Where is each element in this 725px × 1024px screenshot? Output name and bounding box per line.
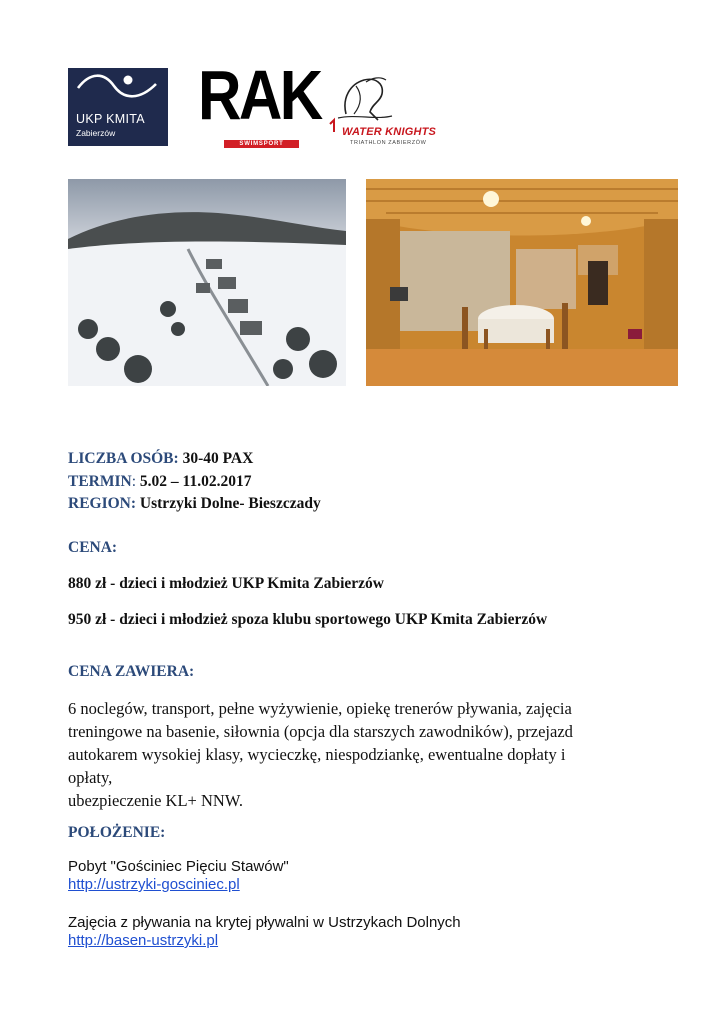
region-label: REGION: <box>68 495 137 512</box>
wooden-room-photo <box>366 179 678 386</box>
includes-title: CENA ZAWIERA: <box>68 663 195 680</box>
price-item: 880 zł - dzieci i młodzież UKP Kmita Zabierzów <box>68 575 384 592</box>
pool-link[interactable]: http://basen-ustrzyki.pl <box>68 932 219 949</box>
location-title: POŁOŻENIE: <box>68 824 166 841</box>
term-separator: : <box>131 473 137 490</box>
region-line <box>68 495 321 513</box>
region-value: Ustrzyki Dolne- Bieszczady <box>139 495 321 512</box>
term-label: TERMIN <box>68 473 132 490</box>
water-knights-logo <box>326 74 444 154</box>
includes-line: autokarem wysokiej klasy, wycieczkę, niespodziankę, ewentualne dopłaty i <box>68 745 566 764</box>
water-knights-subtitle: TRIATHLON ZABIERZÓW <box>350 140 427 146</box>
includes-line: ubezpieczenie KL+ NNW. <box>68 791 243 810</box>
pool-text: Zajęcia z pływania na krytej pływalni w Ustrzykach Dolnych <box>68 914 461 931</box>
people-value: 30-40 PAX <box>182 450 254 467</box>
rak-swimsport-logo <box>198 56 321 150</box>
stay-link[interactable]: http://ustrzyki-gosciniec.pl <box>68 876 240 893</box>
stay-text: Pobyt "Gościniec Pięciu Stawów" <box>68 858 289 875</box>
term-value: 5.02 – 11.02.2017 <box>139 473 252 490</box>
rak-logo-tagline: SWIMSPORT <box>224 140 299 148</box>
rak-logo-word: RAK <box>198 56 321 134</box>
water-knights-name: WATER KNIGHTS <box>342 126 437 138</box>
includes-line: treningowe na basenie, siłownia (opcja dla starszych zawodników), przejazd <box>68 722 573 741</box>
winter-village-photo <box>68 179 346 386</box>
ukp-logo-town: Zabierzów <box>76 128 116 138</box>
includes-line: opłaty, <box>68 768 113 787</box>
includes-line: 6 noclegów, transport, pełne wyżywienie, opiekę trenerów pływania, zajęcia <box>68 699 572 718</box>
people-count-line <box>68 450 253 468</box>
ukp-kmita-logo <box>68 68 168 146</box>
ukp-logo-name: UKP KMITA <box>76 112 145 126</box>
price-item: 950 zł - dzieci i młodzież spoza klubu sportowego UKP Kmita Zabierzów <box>68 611 548 628</box>
people-label: LICZBA OSÓB: <box>68 450 179 467</box>
knight-horse-icon <box>326 74 444 134</box>
term-line <box>68 473 251 491</box>
price-title: CENA: <box>68 539 118 556</box>
